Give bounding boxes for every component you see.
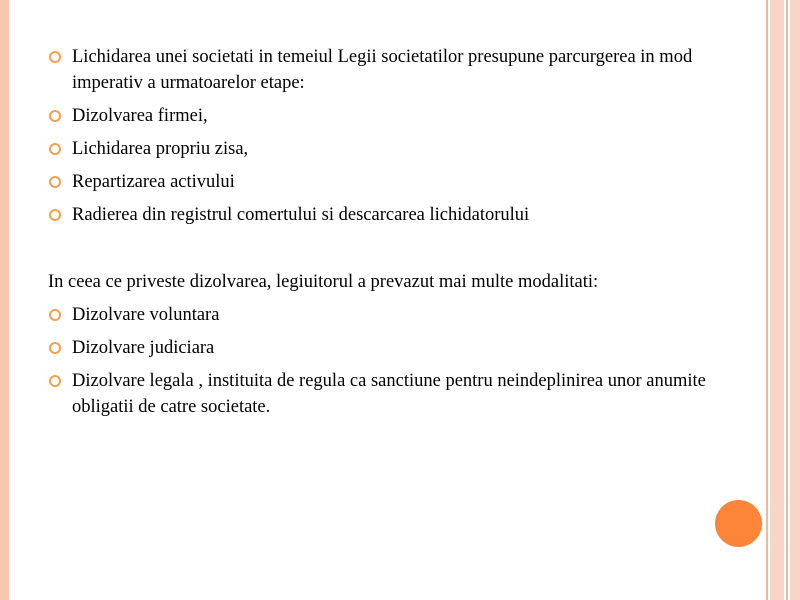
- right-stripe-decoration: [786, 0, 788, 600]
- list-item-text: Dizolvare judiciara: [72, 338, 215, 358]
- right-stripe-decoration: [766, 0, 768, 600]
- list-item-text: Repartizarea activului: [72, 172, 235, 192]
- hollow-circle-bullet-icon: [49, 110, 61, 122]
- hollow-circle-bullet-icon: [49, 209, 61, 221]
- hollow-circle-bullet-icon: [49, 375, 61, 387]
- hollow-circle-bullet-icon: [49, 176, 61, 188]
- list-item-text: Dizolvare legala , instituita de regula ca sanctiune pentru neindeplinirea unor anumite obligatii de catre societate.: [72, 371, 706, 417]
- orange-circle-decoration: [715, 500, 762, 547]
- right-stripe-decoration: [770, 0, 784, 600]
- spacer: [48, 235, 748, 269]
- slide-body: [48, 44, 748, 427]
- list-item: [48, 136, 748, 162]
- hollow-circle-bullet-icon: [49, 309, 61, 321]
- list-item: [48, 302, 748, 328]
- hollow-circle-bullet-icon: [49, 342, 61, 354]
- hollow-circle-bullet-icon: [49, 143, 61, 155]
- right-stripe-decoration: [790, 0, 800, 600]
- list-item: [48, 368, 748, 420]
- list-item-text: Dizolvare voluntara: [72, 305, 220, 325]
- list-item: [48, 202, 748, 228]
- list-item: [48, 44, 748, 96]
- hollow-circle-bullet-icon: [49, 51, 61, 63]
- list-item: [48, 335, 748, 361]
- list-item-text: Lichidarea propriu zisa,: [72, 139, 249, 159]
- list-item: [48, 103, 748, 129]
- paragraph: In ceea ce priveste dizolvarea, legiuitorul a prevazut mai multe modalitati:: [48, 272, 599, 292]
- list-item-text: Radierea din registrul comertului si descarcarea lichidatorului: [72, 205, 530, 225]
- list-item-text: Lichidarea unei societati in temeiul Legii societatilor presupune parcurgerea in mod imperativ a urmatoarelor etape:: [72, 47, 693, 93]
- left-accent-bar: [0, 0, 9, 600]
- list-item: [48, 169, 748, 195]
- list-item-text: Dizolvarea firmei,: [72, 106, 208, 126]
